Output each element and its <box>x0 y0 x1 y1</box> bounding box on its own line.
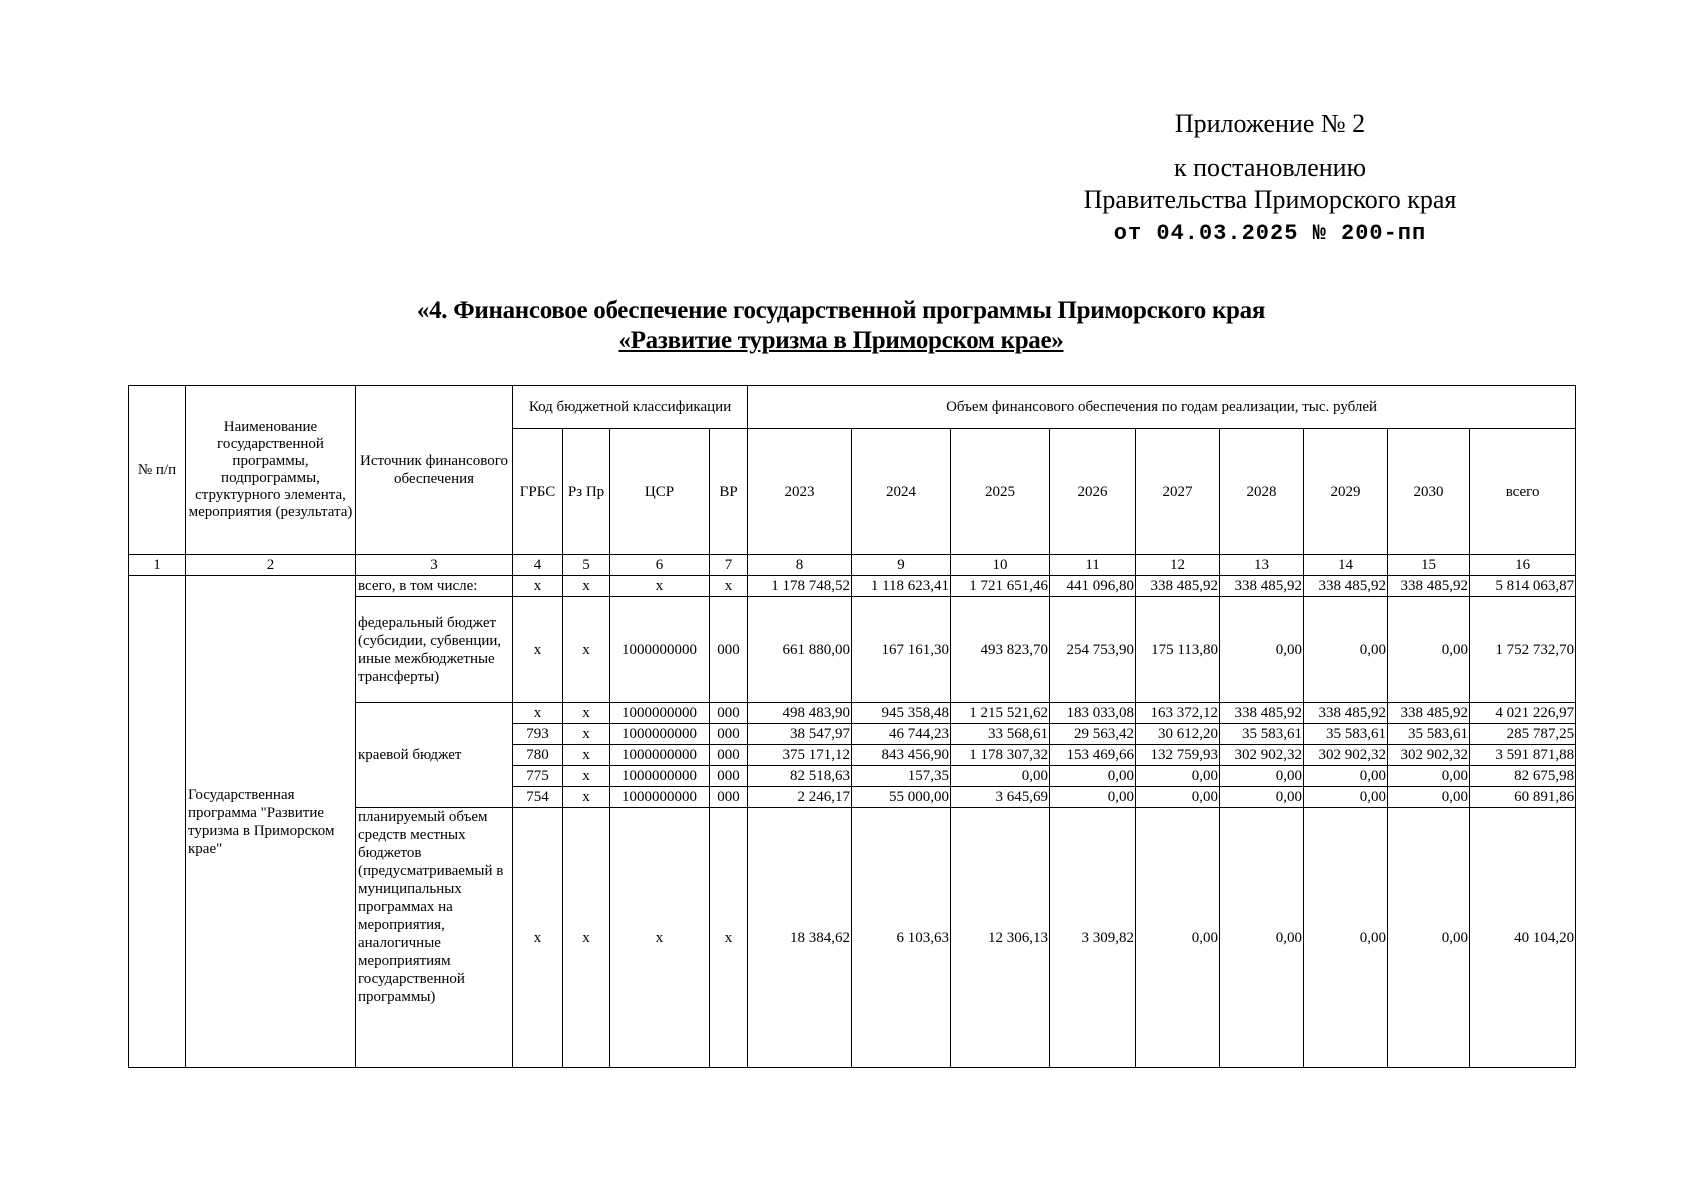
col-header-volume: Объем финансового обеспечения по годам реализации, тыс. рублей <box>748 386 1576 429</box>
col-header-year-2030: 2030 <box>1388 429 1470 555</box>
value-2030: 0,00 <box>1388 808 1470 1068</box>
value-2027: 0,00 <box>1136 787 1220 808</box>
col-number: 4 <box>513 555 563 576</box>
value-2024: 157,35 <box>852 766 951 787</box>
col-number: 8 <box>748 555 852 576</box>
csr-cell: 1000000000 <box>610 787 710 808</box>
value-2023: 1 178 748,52 <box>748 576 852 597</box>
rzpr-cell: x <box>563 808 610 1068</box>
title-line-2: «Развитие туризма в Приморском крае» <box>618 327 1064 354</box>
vr-cell: 000 <box>710 766 748 787</box>
col-number: 12 <box>1136 555 1220 576</box>
value-2028: 0,00 <box>1220 808 1304 1068</box>
value-2028: 35 583,61 <box>1220 724 1304 745</box>
rzpr-cell: x <box>563 724 610 745</box>
grbs-cell: 754 <box>513 787 563 808</box>
value-2028: 338 485,92 <box>1220 576 1304 597</box>
col-header-source: Источник финансового обеспечения <box>356 386 513 555</box>
value-2027: 132 759,93 <box>1136 745 1220 766</box>
value-2024: 55 000,00 <box>852 787 951 808</box>
rzpr-cell: x <box>563 766 610 787</box>
value-2023: 2 246,17 <box>748 787 852 808</box>
source-cell: планируемый объем средств местных бюджетов (предусматриваемый в муниципальных программах на мероприятия, аналогичные мероприятиям государственной программы) <box>356 808 513 1068</box>
col-header-year-2026: 2026 <box>1050 429 1136 555</box>
col-number: 13 <box>1220 555 1304 576</box>
col-number: 6 <box>610 555 710 576</box>
col-number: 9 <box>852 555 951 576</box>
value-2025: 0,00 <box>951 766 1050 787</box>
value-2023: 38 547,97 <box>748 724 852 745</box>
program-number <box>129 576 186 1068</box>
grbs-cell: x <box>513 808 563 1068</box>
csr-cell: x <box>610 808 710 1068</box>
col-number: 11 <box>1050 555 1136 576</box>
rzpr-cell: x <box>563 576 610 597</box>
csr-cell: 1000000000 <box>610 766 710 787</box>
value-2030: 338 485,92 <box>1388 703 1470 724</box>
col-header-grbs: ГРБС <box>513 429 563 555</box>
col-number: 5 <box>563 555 610 576</box>
value-total: 3 591 871,88 <box>1470 745 1576 766</box>
value-2029: 0,00 <box>1304 787 1388 808</box>
value-2029: 0,00 <box>1304 808 1388 1068</box>
value-2030: 338 485,92 <box>1388 576 1470 597</box>
csr-cell: 1000000000 <box>610 724 710 745</box>
table-row <box>129 576 1576 597</box>
appendix-date: от 04.03.2025 № 200-пп <box>1113 221 1427 246</box>
value-2027: 0,00 <box>1136 766 1220 787</box>
header-row-1 <box>129 386 1576 429</box>
value-total: 60 891,86 <box>1470 787 1576 808</box>
col-header-total: всего <box>1470 429 1576 555</box>
value-2024: 843 456,90 <box>852 745 951 766</box>
value-2029: 338 485,92 <box>1304 703 1388 724</box>
col-header-name: Наименование государственной программы, подпрограммы, структурного элемента, мероприятия (результата) <box>186 386 356 555</box>
vr-cell: x <box>710 576 748 597</box>
col-header-vr: ВР <box>710 429 748 555</box>
rzpr-cell: x <box>563 787 610 808</box>
col-header-budget-code: Код бюджетной классификации <box>513 386 748 429</box>
value-2023: 18 384,62 <box>748 808 852 1068</box>
value-2028: 0,00 <box>1220 787 1304 808</box>
value-2026: 183 033,08 <box>1050 703 1136 724</box>
appendix-block <box>1030 108 1510 250</box>
col-header-year-2025: 2025 <box>951 429 1050 555</box>
value-2026: 153 469,66 <box>1050 745 1136 766</box>
column-number-row <box>129 555 1576 576</box>
value-2027: 30 612,20 <box>1136 724 1220 745</box>
value-2028: 0,00 <box>1220 766 1304 787</box>
value-2026: 0,00 <box>1050 787 1136 808</box>
value-total: 40 104,20 <box>1470 808 1576 1068</box>
value-2028: 302 902,32 <box>1220 745 1304 766</box>
appendix-number: Приложение № 2 <box>1174 109 1366 138</box>
value-total: 1 752 732,70 <box>1470 597 1576 703</box>
vr-cell: 000 <box>710 703 748 724</box>
grbs-cell: x <box>513 597 563 703</box>
value-2023: 498 483,90 <box>748 703 852 724</box>
value-2027: 0,00 <box>1136 808 1220 1068</box>
value-total: 285 787,25 <box>1470 724 1576 745</box>
col-number: 3 <box>356 555 513 576</box>
vr-cell: 000 <box>710 787 748 808</box>
value-2025: 1 215 521,62 <box>951 703 1050 724</box>
grbs-cell: x <box>513 703 563 724</box>
col-number: 7 <box>710 555 748 576</box>
col-header-year-2027: 2027 <box>1136 429 1220 555</box>
col-number: 10 <box>951 555 1050 576</box>
col-number: 2 <box>186 555 356 576</box>
value-total: 5 814 063,87 <box>1470 576 1576 597</box>
col-number: 1 <box>129 555 186 576</box>
col-header-year-2024: 2024 <box>852 429 951 555</box>
value-2028: 338 485,92 <box>1220 703 1304 724</box>
value-total: 4 021 226,97 <box>1470 703 1576 724</box>
value-2026: 3 309,82 <box>1050 808 1136 1068</box>
value-total: 82 675,98 <box>1470 766 1576 787</box>
rzpr-cell: x <box>563 745 610 766</box>
value-2027: 163 372,12 <box>1136 703 1220 724</box>
value-2025: 33 568,61 <box>951 724 1050 745</box>
value-2030: 35 583,61 <box>1388 724 1470 745</box>
col-header-num: № п/п <box>129 386 186 555</box>
value-2030: 0,00 <box>1388 597 1470 703</box>
grbs-cell: 793 <box>513 724 563 745</box>
source-cell: краевой бюджет <box>356 703 513 808</box>
col-header-csr: ЦСР <box>610 429 710 555</box>
col-header-year-2023: 2023 <box>748 429 852 555</box>
value-2025: 12 306,13 <box>951 808 1050 1068</box>
col-number: 15 <box>1388 555 1470 576</box>
csr-cell: 1000000000 <box>610 703 710 724</box>
csr-cell: 1000000000 <box>610 597 710 703</box>
col-header-year-2029: 2029 <box>1304 429 1388 555</box>
value-2027: 175 113,80 <box>1136 597 1220 703</box>
program-name: Государственная программа "Развитие туризма в Приморском крае" <box>186 576 356 1068</box>
csr-cell: 1000000000 <box>610 745 710 766</box>
appendix-authority: Правительства Приморского края <box>1083 185 1457 214</box>
value-2026: 0,00 <box>1050 766 1136 787</box>
col-header-rzpr: Рз Пр <box>563 429 610 555</box>
value-2029: 0,00 <box>1304 597 1388 703</box>
value-2025: 493 823,70 <box>951 597 1050 703</box>
grbs-cell: 775 <box>513 766 563 787</box>
value-2030: 0,00 <box>1388 766 1470 787</box>
document-title <box>0 296 1682 356</box>
value-2029: 0,00 <box>1304 766 1388 787</box>
vr-cell: 000 <box>710 597 748 703</box>
vr-cell: 000 <box>710 745 748 766</box>
value-2024: 46 744,23 <box>852 724 951 745</box>
value-2029: 35 583,61 <box>1304 724 1388 745</box>
value-2023: 375 171,12 <box>748 745 852 766</box>
value-2023: 82 518,63 <box>748 766 852 787</box>
value-2023: 661 880,00 <box>748 597 852 703</box>
grbs-cell: x <box>513 576 563 597</box>
value-2030: 302 902,32 <box>1388 745 1470 766</box>
appendix-ref: к постановлению <box>1173 153 1367 182</box>
value-2026: 29 563,42 <box>1050 724 1136 745</box>
source-cell: всего, в том числе: <box>356 576 513 597</box>
vr-cell: x <box>710 808 748 1068</box>
value-2024: 6 103,63 <box>852 808 951 1068</box>
rzpr-cell: x <box>563 597 610 703</box>
grbs-cell: 780 <box>513 745 563 766</box>
value-2025: 1 178 307,32 <box>951 745 1050 766</box>
financing-table <box>128 385 1576 1068</box>
col-number: 14 <box>1304 555 1388 576</box>
value-2025: 1 721 651,46 <box>951 576 1050 597</box>
value-2029: 338 485,92 <box>1304 576 1388 597</box>
value-2029: 302 902,32 <box>1304 745 1388 766</box>
rzpr-cell: x <box>563 703 610 724</box>
col-number: 16 <box>1470 555 1576 576</box>
value-2024: 167 161,30 <box>852 597 951 703</box>
value-2024: 1 118 623,41 <box>852 576 951 597</box>
value-2026: 441 096,80 <box>1050 576 1136 597</box>
csr-cell: x <box>610 576 710 597</box>
source-cell: федеральный бюджет (субсидии, субвенции, иные межбюджетные трансферты) <box>356 597 513 703</box>
value-2024: 945 358,48 <box>852 703 951 724</box>
value-2025: 3 645,69 <box>951 787 1050 808</box>
col-header-year-2028: 2028 <box>1220 429 1304 555</box>
title-line-1: «4. Финансовое обеспечение государственной программы Приморского края <box>416 297 1266 324</box>
vr-cell: 000 <box>710 724 748 745</box>
value-2030: 0,00 <box>1388 787 1470 808</box>
value-2028: 0,00 <box>1220 597 1304 703</box>
value-2026: 254 753,90 <box>1050 597 1136 703</box>
value-2027: 338 485,92 <box>1136 576 1220 597</box>
